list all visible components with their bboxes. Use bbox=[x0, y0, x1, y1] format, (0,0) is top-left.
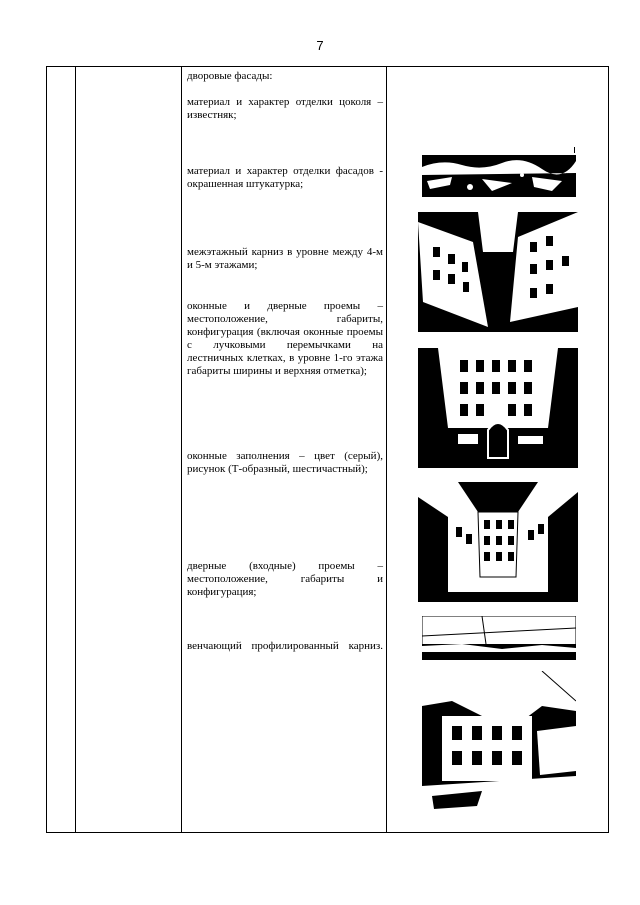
column-divider-3 bbox=[386, 67, 387, 832]
photo-icon bbox=[418, 482, 578, 602]
photo-courtyard-3 bbox=[418, 482, 578, 602]
paragraph-facade-finish: материал и характер отделки фасадов - окрашенная штукатурка; bbox=[187, 165, 383, 190]
paragraph-openings: оконные и дверные проемы – местоположение, габариты, конфигурация (включая оконные проемы с лучковыми перемычками на лестничных клетках, в уровне 1-го этажа габариты ширины и верхняя отметка); bbox=[187, 300, 383, 377]
photo-icon bbox=[422, 616, 576, 660]
paragraph-entrance: дверные (входные) проемы – местоположение, габариты и конфигурация; bbox=[187, 560, 383, 598]
photo-courtyard-1 bbox=[418, 212, 578, 332]
content-table bbox=[46, 66, 609, 833]
paragraph-facades-heading: дворовые фасады: bbox=[187, 70, 273, 82]
photo-courtyard-4 bbox=[422, 671, 576, 816]
photo-cornice bbox=[422, 616, 576, 660]
paragraph-plinth: материал и характер отделки цоколя – известняк; bbox=[187, 96, 383, 121]
photo-icon bbox=[422, 671, 576, 816]
photo-icon bbox=[422, 147, 576, 197]
photo-plinth bbox=[422, 147, 576, 197]
paragraph-crowning-cornice: венчающий профилированный карниз. bbox=[187, 640, 383, 652]
column-divider-1 bbox=[75, 67, 76, 832]
column-divider-2 bbox=[181, 67, 182, 832]
paragraph-window-fill: оконные заполнения – цвет (серый), рисунок (Т-образный, шестичастный); bbox=[187, 450, 383, 475]
page-number: 7 bbox=[316, 38, 324, 53]
paragraph-cornice-floor: межэтажный карниз в уровне между 4-м и 5-м этажами; bbox=[187, 246, 383, 271]
photo-icon bbox=[418, 212, 578, 332]
photo-icon bbox=[418, 348, 578, 468]
photo-courtyard-2 bbox=[418, 348, 578, 468]
